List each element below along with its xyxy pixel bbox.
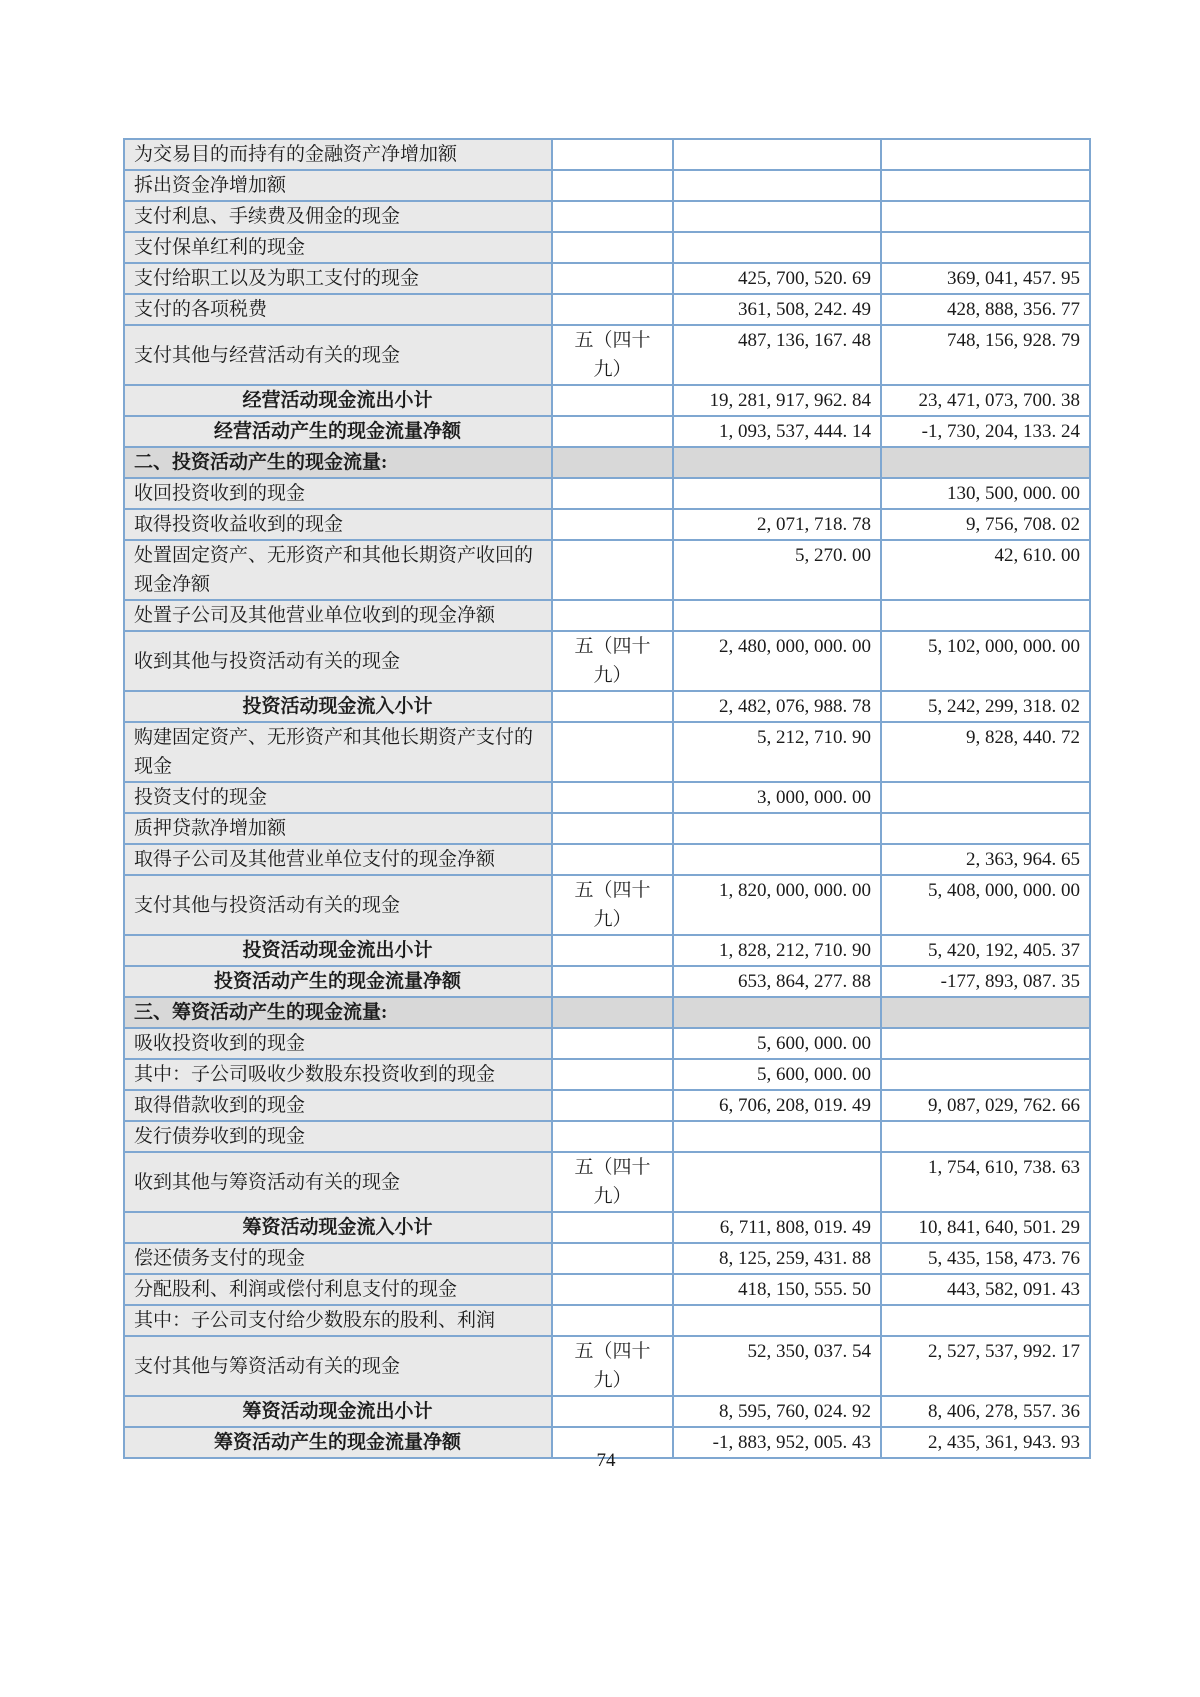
prior-period-amount-cell: 2, 435, 361, 943. 93 [881,1427,1090,1458]
current-period-amount-cell: 1, 093, 537, 444. 14 [673,416,881,447]
note-reference-cell [552,844,673,875]
prior-period-amount-cell: 9, 087, 029, 762. 66 [881,1090,1090,1121]
prior-period-amount-cell [881,782,1090,813]
current-period-amount-cell [673,600,881,631]
page-number: 74 [596,1450,616,1471]
table-row [124,782,1090,813]
current-period-amount-cell [673,1152,881,1212]
prior-period-amount-cell: 369, 041, 457. 95 [881,263,1090,294]
current-period-amount-cell [673,201,881,232]
prior-period-amount-cell: 5, 408, 000, 000. 00 [881,875,1090,935]
current-period-amount-cell [673,813,881,844]
table-row [124,966,1090,997]
current-period-amount-cell [673,232,881,263]
table-row [124,509,1090,540]
note-reference-cell [552,509,673,540]
table-row [124,935,1090,966]
note-reference-cell [552,782,673,813]
table-row [124,478,1090,509]
table-row [124,1336,1090,1396]
row-label-cell: 投资活动现金流出小计 [124,935,552,966]
note-reference-cell [552,201,673,232]
prior-period-amount-cell: 2, 363, 964. 65 [881,844,1090,875]
row-label-cell: 筹资活动现金流入小计 [124,1212,552,1243]
prior-period-amount-cell [881,170,1090,201]
table-row [124,447,1090,478]
table-body [124,139,1090,1458]
note-reference-cell [552,478,673,509]
prior-period-amount-cell: 9, 756, 708. 02 [881,509,1090,540]
row-label-cell: 购建固定资产、无形资产和其他长期资产支付的现金 [124,722,552,782]
note-reference-cell [552,1396,673,1427]
note-reference-cell [552,540,673,600]
table-row [124,540,1090,600]
prior-period-amount-cell: 42, 610. 00 [881,540,1090,600]
prior-period-amount-cell: 443, 582, 091. 43 [881,1274,1090,1305]
row-label-cell: 处置子公司及其他营业单位收到的现金净额 [124,600,552,631]
note-reference-cell: 五（四十九） [552,875,673,935]
current-period-amount-cell: -1, 883, 952, 005. 43 [673,1427,881,1458]
row-label-cell: 支付给职工以及为职工支付的现金 [124,263,552,294]
note-reference-cell [552,170,673,201]
row-label-cell: 分配股利、利润或偿付利息支付的现金 [124,1274,552,1305]
row-label-cell: 投资活动产生的现金流量净额 [124,966,552,997]
current-period-amount-cell: 2, 482, 076, 988. 78 [673,691,881,722]
table-row [124,325,1090,385]
note-reference-cell [552,997,673,1028]
prior-period-amount-cell [881,997,1090,1028]
note-reference-cell [552,416,673,447]
row-label-cell: 收回投资收到的现金 [124,478,552,509]
row-label-cell: 吸收投资收到的现金 [124,1028,552,1059]
note-reference-cell [552,1212,673,1243]
row-label-cell: 取得投资收益收到的现金 [124,509,552,540]
current-period-amount-cell [673,478,881,509]
table-row [124,1305,1090,1336]
current-period-amount-cell: 2, 071, 718. 78 [673,509,881,540]
current-period-amount-cell: 487, 136, 167. 48 [673,325,881,385]
current-period-amount-cell: 19, 281, 917, 962. 84 [673,385,881,416]
table-row [124,1274,1090,1305]
prior-period-amount-cell: 9, 828, 440. 72 [881,722,1090,782]
prior-period-amount-cell: 2, 527, 537, 992. 17 [881,1336,1090,1396]
note-reference-cell [552,1243,673,1274]
table-row [124,722,1090,782]
note-reference-cell: 五（四十九） [552,325,673,385]
note-reference-cell [552,1274,673,1305]
prior-period-amount-cell: 1, 754, 610, 738. 63 [881,1152,1090,1212]
table-row [124,997,1090,1028]
row-label-cell: 支付其他与经营活动有关的现金 [124,325,552,385]
table-row [124,875,1090,935]
row-label-cell: 质押贷款净增加额 [124,813,552,844]
prior-period-amount-cell [881,1305,1090,1336]
table-row [124,294,1090,325]
row-label-cell: 为交易目的而持有的金融资产净增加额 [124,139,552,170]
current-period-amount-cell [673,447,881,478]
table-row [124,631,1090,691]
table-row [124,844,1090,875]
note-reference-cell [552,600,673,631]
table-row [124,170,1090,201]
current-period-amount-cell: 3, 000, 000. 00 [673,782,881,813]
current-period-amount-cell: 1, 820, 000, 000. 00 [673,875,881,935]
note-reference-cell [552,385,673,416]
prior-period-amount-cell: 5, 102, 000, 000. 00 [881,631,1090,691]
prior-period-amount-cell [881,232,1090,263]
table-row [124,385,1090,416]
prior-period-amount-cell [881,447,1090,478]
row-label-cell: 取得子公司及其他营业单位支付的现金净额 [124,844,552,875]
note-reference-cell [552,813,673,844]
prior-period-amount-cell: 5, 435, 158, 473. 76 [881,1243,1090,1274]
table-row [124,1152,1090,1212]
row-label-cell: 收到其他与筹资活动有关的现金 [124,1152,552,1212]
table-row [124,691,1090,722]
table-row [124,416,1090,447]
row-label-cell: 三、筹资活动产生的现金流量: [124,997,552,1028]
table-row [124,201,1090,232]
table-row [124,1121,1090,1152]
note-reference-cell [552,139,673,170]
current-period-amount-cell: 361, 508, 242. 49 [673,294,881,325]
row-label-cell: 收到其他与投资活动有关的现金 [124,631,552,691]
current-period-amount-cell: 425, 700, 520. 69 [673,263,881,294]
table-row [124,1396,1090,1427]
row-label-cell: 筹资活动现金流出小计 [124,1396,552,1427]
row-label-cell: 二、投资活动产生的现金流量: [124,447,552,478]
prior-period-amount-cell: -1, 730, 204, 133. 24 [881,416,1090,447]
table-row [124,1090,1090,1121]
table-row [124,1212,1090,1243]
row-label-cell: 支付其他与投资活动有关的现金 [124,875,552,935]
current-period-amount-cell [673,844,881,875]
note-reference-cell [552,1059,673,1090]
note-reference-cell: 五（四十九） [552,1152,673,1212]
current-period-amount-cell: 6, 711, 808, 019. 49 [673,1212,881,1243]
note-reference-cell [552,691,673,722]
row-label-cell: 投资活动现金流入小计 [124,691,552,722]
row-label-cell: 投资支付的现金 [124,782,552,813]
table-row [124,232,1090,263]
note-reference-cell: 五（四十九） [552,1336,673,1396]
prior-period-amount-cell: 428, 888, 356. 77 [881,294,1090,325]
note-reference-cell [552,447,673,478]
note-reference-cell [552,294,673,325]
note-reference-cell [552,1121,673,1152]
cash-flow-statement-table [123,138,1091,1459]
table-row [124,813,1090,844]
current-period-amount-cell: 2, 480, 000, 000. 00 [673,631,881,691]
row-label-cell: 支付的各项税费 [124,294,552,325]
note-reference-cell [552,232,673,263]
prior-period-amount-cell [881,1059,1090,1090]
prior-period-amount-cell [881,1121,1090,1152]
prior-period-amount-cell [881,600,1090,631]
note-reference-cell [552,1028,673,1059]
prior-period-amount-cell: 748, 156, 928. 79 [881,325,1090,385]
prior-period-amount-cell: 5, 242, 299, 318. 02 [881,691,1090,722]
row-label-cell: 其中：子公司支付给少数股东的股利、利润 [124,1305,552,1336]
row-label-cell: 经营活动产生的现金流量净额 [124,416,552,447]
current-period-amount-cell [673,170,881,201]
note-reference-cell [552,722,673,782]
current-period-amount-cell: 5, 600, 000. 00 [673,1059,881,1090]
note-reference-cell [552,935,673,966]
row-label-cell: 支付其他与筹资活动有关的现金 [124,1336,552,1396]
table-row [124,1243,1090,1274]
current-period-amount-cell: 418, 150, 555. 50 [673,1274,881,1305]
table-row [124,139,1090,170]
prior-period-amount-cell [881,813,1090,844]
table-row [124,600,1090,631]
table-row [124,1028,1090,1059]
note-reference-cell: 五（四十九） [552,631,673,691]
note-reference-cell [552,1305,673,1336]
prior-period-amount-cell [881,139,1090,170]
prior-period-amount-cell [881,201,1090,232]
current-period-amount-cell: 5, 600, 000. 00 [673,1028,881,1059]
current-period-amount-cell: 5, 212, 710. 90 [673,722,881,782]
prior-period-amount-cell: 130, 500, 000. 00 [881,478,1090,509]
row-label-cell: 筹资活动产生的现金流量净额 [124,1427,552,1458]
current-period-amount-cell: 653, 864, 277. 88 [673,966,881,997]
row-label-cell: 拆出资金净增加额 [124,170,552,201]
current-period-amount-cell: 8, 125, 259, 431. 88 [673,1243,881,1274]
prior-period-amount-cell: 8, 406, 278, 557. 36 [881,1396,1090,1427]
note-reference-cell [552,966,673,997]
prior-period-amount-cell: 5, 420, 192, 405. 37 [881,935,1090,966]
row-label-cell: 支付保单红利的现金 [124,232,552,263]
row-label-cell: 处置固定资产、无形资产和其他长期资产收回的现金净额 [124,540,552,600]
table-row [124,263,1090,294]
table-row [124,1059,1090,1090]
row-label-cell: 支付利息、手续费及佣金的现金 [124,201,552,232]
current-period-amount-cell: 52, 350, 037. 54 [673,1336,881,1396]
current-period-amount-cell: 5, 270. 00 [673,540,881,600]
prior-period-amount-cell: 10, 841, 640, 501. 29 [881,1212,1090,1243]
current-period-amount-cell [673,1305,881,1336]
prior-period-amount-cell [881,1028,1090,1059]
prior-period-amount-cell: 23, 471, 073, 700. 38 [881,385,1090,416]
note-reference-cell [552,263,673,294]
row-label-cell: 偿还债务支付的现金 [124,1243,552,1274]
note-reference-cell [552,1090,673,1121]
current-period-amount-cell [673,139,881,170]
current-period-amount-cell: 1, 828, 212, 710. 90 [673,935,881,966]
row-label-cell: 发行债券收到的现金 [124,1121,552,1152]
row-label-cell: 取得借款收到的现金 [124,1090,552,1121]
current-period-amount-cell [673,997,881,1028]
current-period-amount-cell: 8, 595, 760, 024. 92 [673,1396,881,1427]
row-label-cell: 经营活动现金流出小计 [124,385,552,416]
current-period-amount-cell [673,1121,881,1152]
current-period-amount-cell: 6, 706, 208, 019. 49 [673,1090,881,1121]
row-label-cell: 其中：子公司吸收少数股东投资收到的现金 [124,1059,552,1090]
prior-period-amount-cell: -177, 893, 087. 35 [881,966,1090,997]
